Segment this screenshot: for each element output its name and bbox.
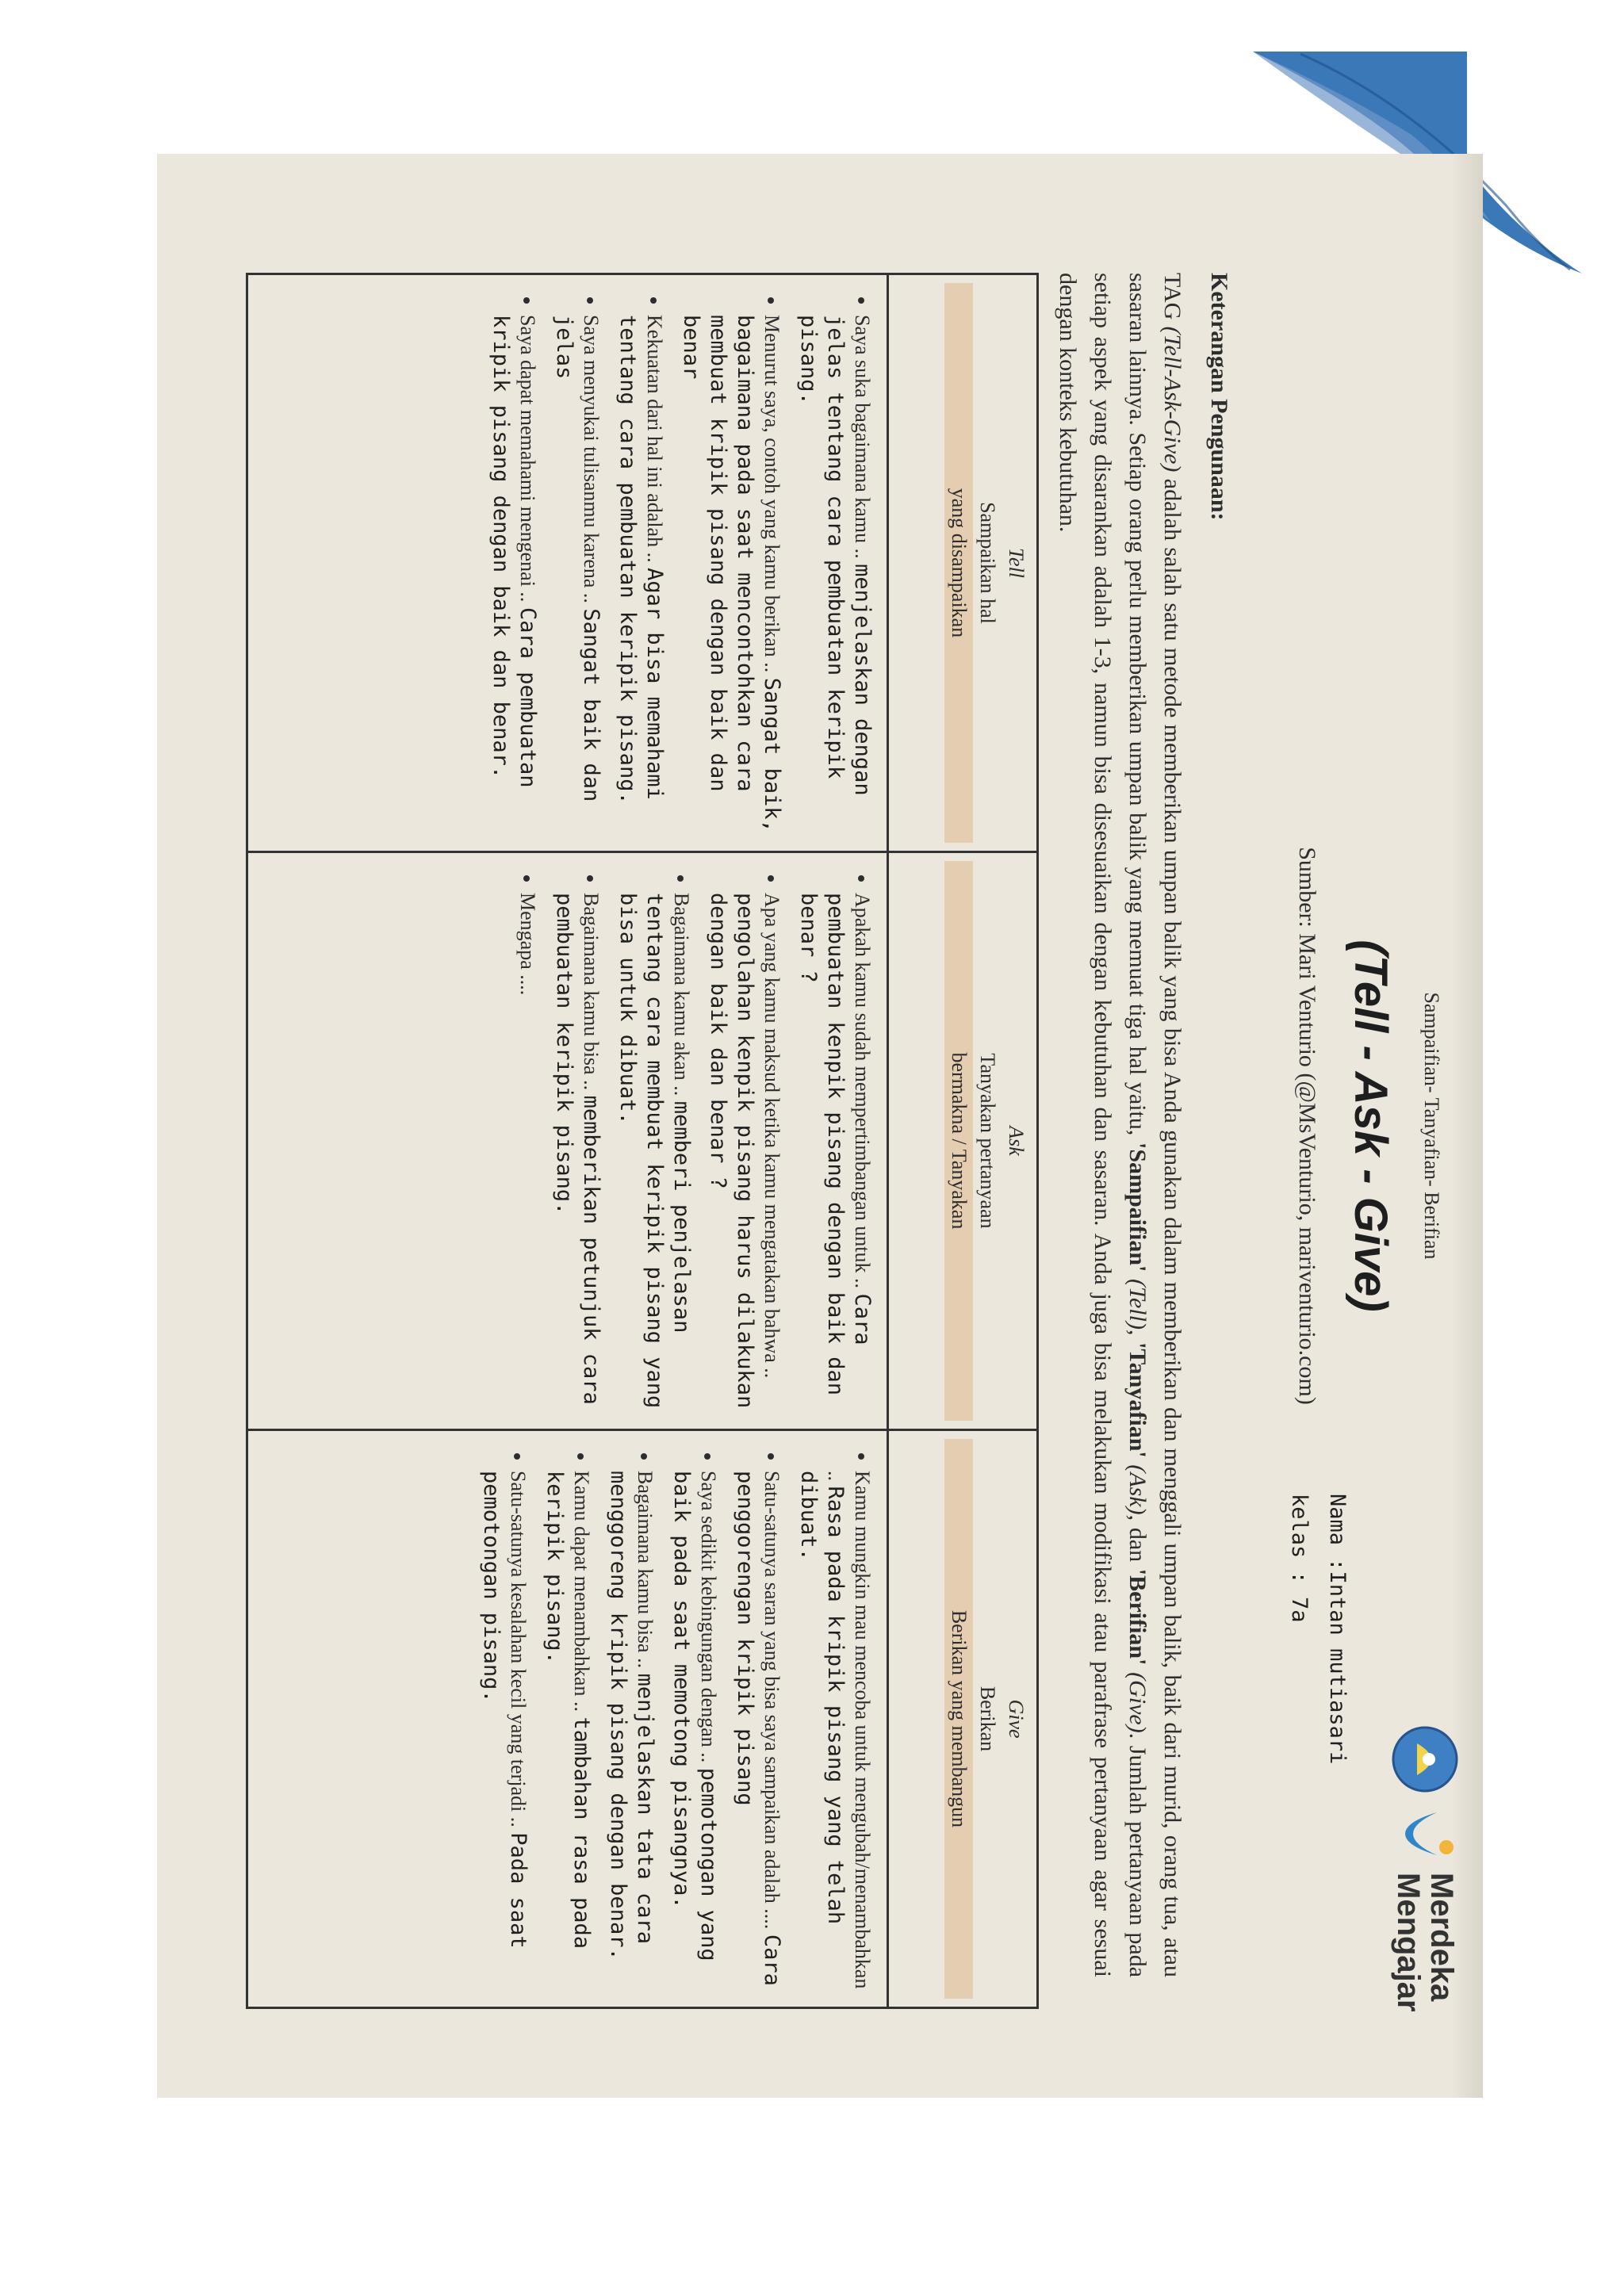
ask-item (514, 893, 541, 1413)
give-prompt: Satu-satunya saran yang bisa saya sampaikan adalah .... (760, 1471, 783, 1930)
ask-item (614, 893, 695, 1413)
give-column-header (888, 1430, 1038, 2008)
tell-item (677, 315, 785, 835)
notes-text-5: . Jumlah pertanyaan pada setiap aspek yang disarankan adalah 1-3, namun bisa disesuaikan dengan kebutuhan dan sasaran. Anda juga bisa melakukan modifikasi atau parafrase pertanyaan agar sesuai dengan konteks kebutuhan. (1055, 273, 1151, 1978)
notes-paragraph (1050, 273, 1189, 1977)
tell-header-label: Tell (1005, 547, 1028, 579)
give-item (731, 1471, 785, 1991)
ask-answer: memberikan petunjuk cara pembuatan keripik pisang. (552, 893, 603, 1405)
notes-term-give-en: (Give) (1124, 1665, 1151, 1733)
tell-column-header (888, 274, 1038, 852)
ask-item (704, 893, 785, 1413)
worksheet-photo (157, 154, 1483, 2098)
tag-feedback-table (246, 273, 1039, 2009)
give-answer: Cara penggorengan kripik pisang (733, 1471, 784, 1986)
tell-answer: Agar bisa memahami tentang cara pembuatan keripik pisang. (615, 315, 667, 805)
worksheet-sheet (157, 154, 1483, 2098)
tell-prompt: Kekuatan dari hal ini adalah .. (643, 315, 666, 563)
student-class: kelas : 7a (1287, 1494, 1312, 1623)
source-line: Sumber: Mari Venturio (@MsVenturio, mariventurio.com) (1294, 847, 1320, 1405)
notes-term-tell: 'Sampaifian' (1124, 1142, 1151, 1272)
notes-term-give: 'Berifian' (1124, 1568, 1151, 1666)
notes-text-1: TAG (1159, 273, 1185, 327)
ask-prompt: Apa yang kamu maksud ketika kamu mengatakan bahwa .. (760, 893, 783, 1379)
ask-prompt: Apakah kamu sudah mempertimbangan untuk .. (851, 893, 874, 1288)
give-item (477, 1471, 531, 1991)
tell-answer: Sangat baik dan jelas (552, 315, 603, 802)
notes-term-ask-en: (Ask) (1124, 1457, 1151, 1515)
notes-text-3: , (1124, 1329, 1151, 1343)
tell-answer: Sangat baik, bagaimana pada saat mencontohkan cara membuat kripik pisang dengan baik dan benar (679, 315, 784, 832)
page-number: 24 (1496, 77, 1522, 106)
give-item (541, 1471, 595, 1991)
give-prompt: Kamu mungkin mau mencoba untuk mengubah/menambahkan .. (824, 1471, 874, 1989)
give-prompt: Saya sedikit kebingungan dengan .. (697, 1471, 720, 1763)
ask-answer: Cara pembuatan kenpik pisang dengan baik dan benar ? (796, 893, 875, 1395)
ask-prompt: Bagaimana kamu bisa .. (580, 893, 603, 1091)
give-header-highlight: Berikan yang membangun (944, 1439, 973, 1999)
ask-prompt: Mengapa .... (516, 893, 539, 996)
tell-header-highlight: yang disampaikan (944, 283, 973, 843)
tell-prompt: Saya dapat memahami mengenai .. (516, 315, 539, 603)
tell-item (614, 315, 668, 835)
give-header-label: Give (1005, 1699, 1028, 1739)
give-answer: menjelaskan tata cara menggoreng kripik pisang dengan benar. (606, 1471, 657, 1961)
ask-header-mid: Tanyakan pertanyaan (976, 1053, 999, 1229)
give-answer: Pada saat pemotongan pisang. (479, 1471, 530, 1949)
notes-term-tell-en: (Tell) (1124, 1272, 1151, 1330)
give-answer: Rasa pada kripik pisang yang telah dibuat. (796, 1471, 848, 1925)
give-item (604, 1471, 658, 1991)
student-name: Nama :Intan mutiasari (1325, 1494, 1350, 1765)
ask-column-header (888, 852, 1038, 1430)
give-prompt: Satu-satunya kesalahan kecil yang terjadi .. (507, 1471, 530, 1827)
tell-column-cell (247, 274, 888, 852)
notes-tag-term: (Tell-Ask-Give) (1159, 326, 1185, 473)
document-title: (Tell - Ask - Give) (1345, 939, 1396, 1312)
give-header-mid: Berikan (976, 1686, 999, 1752)
student-info (1280, 1494, 1356, 1764)
ask-item (550, 893, 604, 1413)
tell-answer: menjelaskan dengan jelas tentang cara pembuatan keripik pisang. (796, 315, 875, 796)
tell-prompt: Saya menyukai tulisanmu karena .. (580, 315, 603, 603)
notes-heading: Keterangan Pengunaan: (1206, 273, 1232, 521)
section-header: Sampaifian- Tanyafian- Berifian (1420, 992, 1443, 1260)
ask-item (795, 893, 875, 1413)
tell-header-mid: Sampaikan hal (976, 502, 999, 624)
tell-prompt: Menurut saya, contoh yang kamu berikan .. (760, 315, 783, 673)
notes-text-2: adalah salah satu metode memberikan umpan balik yang bisa Anda gunakan dalam memberikan dan menggali umpan balik, baik dari murid, orang tua, atau sasaran lainnya. Setiap orang perlu memberikan umpan balik yang memuat tiga hal yaitu, (1124, 273, 1185, 1977)
tell-item (795, 315, 875, 835)
give-item (668, 1471, 722, 1991)
ask-header-label: Ask (1005, 1126, 1028, 1156)
tell-answer: Cara pembuatan kripik pisang dengan baik dan benar. (488, 315, 540, 788)
give-prompt: Bagaimana kamu bisa .. (634, 1471, 657, 1669)
ask-column-cell (247, 852, 888, 1430)
give-answer: tambahan rasa pada keripik pisang. (542, 1471, 594, 1950)
logo-line-1: Merdeka (1424, 1873, 1459, 2002)
logo-line-2: Mengajar (1391, 1873, 1426, 2012)
ask-header-highlight: bermakna / Tanyakan (944, 861, 973, 1421)
give-answer: pemotongan yang baik pada saat memotong pisangnya. (669, 1471, 721, 1961)
tell-item (487, 315, 541, 835)
tell-prompt: Saya suka bagaimana kamu .. (851, 315, 874, 559)
ask-answer: memberi penjelasan tentang cara membuat keripik pisang yang bisa untuk dibuat. (615, 893, 694, 1409)
give-item (795, 1471, 875, 1991)
ask-prompt: Bagaimana kamu akan .. (670, 893, 693, 1096)
give-column-cell (247, 1430, 888, 2008)
give-prompt: Kamu dapat menambahkan .. (570, 1471, 593, 1712)
notes-text-4: , dan (1124, 1514, 1151, 1569)
tell-item (550, 315, 604, 835)
notes-term-ask: 'Tanyafian' (1124, 1342, 1151, 1458)
ask-answer: pengolahan kenpik pisang harus dilakukan dengan baik dan benar ? (706, 893, 757, 1409)
